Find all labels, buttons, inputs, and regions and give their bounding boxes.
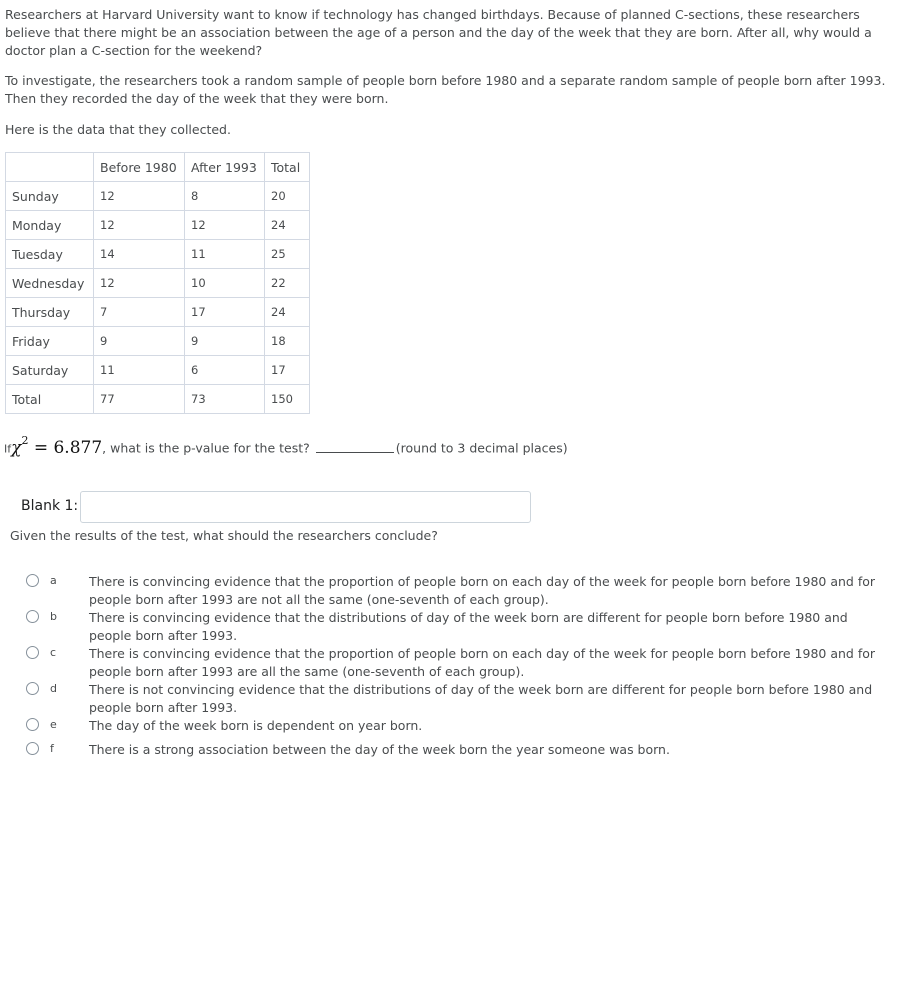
table-total-row xyxy=(6,385,310,414)
table-cell: 17 xyxy=(265,356,310,385)
table-cell: 14 xyxy=(94,240,185,269)
table-cell: 18 xyxy=(265,327,310,356)
table-row xyxy=(6,269,310,298)
data-table xyxy=(5,152,310,414)
intro-paragraph-3: Here is the data that they collected. xyxy=(5,122,231,137)
answer-blank-line xyxy=(316,439,394,453)
table-cell: 7 xyxy=(94,298,185,327)
table-cell: 12 xyxy=(94,269,185,298)
table-cell: 9 xyxy=(94,327,185,356)
rounding-hint: (round to 3 decimal places) xyxy=(395,440,568,456)
table-corner-cell xyxy=(6,153,94,182)
option-letter: c xyxy=(50,646,57,659)
table-cell: 11 xyxy=(94,356,185,385)
table-row xyxy=(6,240,310,269)
row-label: Thursday xyxy=(6,298,94,327)
row-label: Total xyxy=(6,385,94,414)
table-cell: 6 xyxy=(185,356,265,385)
radio-e[interactable] xyxy=(26,718,39,731)
blank-1-label: Blank 1: xyxy=(21,498,79,514)
table-cell: 17 xyxy=(185,298,265,327)
option-letter: e xyxy=(50,718,57,731)
question-line xyxy=(4,436,568,458)
table-row xyxy=(6,356,310,385)
radio-c[interactable] xyxy=(26,646,39,659)
table-cell: 10 xyxy=(185,269,265,298)
row-label: Saturday xyxy=(6,356,94,385)
intro-paragraph-1: Researchers at Harvard University want to know if technology has changed birthdays. Because of planned C-sections, these researchers believe that there might be an association between the age of a person and the day of the week that they are born. After all, why would a doctor plan a C-section for the weekend? xyxy=(5,7,872,58)
option-text: There is a strong association between the day of the week born the year someone was born. xyxy=(89,742,670,757)
option-text: The day of the week born is dependent on year born. xyxy=(89,718,423,733)
table-cell: 12 xyxy=(94,211,185,240)
row-label: Wednesday xyxy=(6,269,94,298)
table-cell: 20 xyxy=(265,182,310,211)
table-row xyxy=(6,327,310,356)
table-cell: 73 xyxy=(185,385,265,414)
chi-power: 2 xyxy=(21,434,29,447)
radio-d[interactable] xyxy=(26,682,39,695)
table-header-row xyxy=(6,153,310,182)
option-letter: d xyxy=(50,682,57,695)
table-cell: 77 xyxy=(94,385,185,414)
chi-square-formula xyxy=(11,434,103,458)
radio-f[interactable] xyxy=(26,742,39,755)
radio-b[interactable] xyxy=(26,610,39,623)
conclusion-prompt: Given the results of the test, what should the researchers conclude? xyxy=(10,528,438,543)
row-label: Friday xyxy=(6,327,94,356)
option-letter: a xyxy=(50,574,57,587)
table-cell: 24 xyxy=(265,298,310,327)
row-label: Monday xyxy=(6,211,94,240)
option-text: There is not convincing evidence that the distributions of day of the week born are different for people born before 1980 and people born after 1993. xyxy=(89,682,873,715)
option-text: There is convincing evidence that the proportion of people born on each day of the week for people born before 1980 and for people born after 1993 are not all the same (one-seventh of each group). xyxy=(89,574,876,607)
radio-a[interactable] xyxy=(26,574,39,587)
option-text: There is convincing evidence that the distributions of day of the week born are different for people born before 1980 and people born after 1993. xyxy=(89,610,848,643)
table-header: Total xyxy=(265,153,310,182)
chi-symbol: χ xyxy=(11,437,22,458)
option-letter: f xyxy=(50,742,54,755)
table-row xyxy=(6,211,310,240)
table-row xyxy=(6,298,310,327)
row-label: Sunday xyxy=(6,182,94,211)
table-cell: 25 xyxy=(265,240,310,269)
table-cell: 150 xyxy=(265,385,310,414)
table-cell: 11 xyxy=(185,240,265,269)
option-text: There is convincing evidence that the proportion of people born on each day of the week for people born before 1980 and for people born after 1993 are all the same (one-seventh of each group). xyxy=(89,646,876,679)
table-cell: 22 xyxy=(265,269,310,298)
option-letter: b xyxy=(50,610,57,623)
table-row xyxy=(6,182,310,211)
table-cell: 24 xyxy=(265,211,310,240)
if-text: If xyxy=(4,442,12,456)
blank-1-input[interactable] xyxy=(80,491,531,523)
chi-value: = 6.877 xyxy=(33,437,103,458)
table-header: Before 1980 xyxy=(94,153,185,182)
table-cell: 12 xyxy=(185,211,265,240)
question-text: , what is the p-value for the test? xyxy=(102,440,310,456)
table-cell: 8 xyxy=(185,182,265,211)
table-cell: 12 xyxy=(94,182,185,211)
row-label: Tuesday xyxy=(6,240,94,269)
intro-paragraph-2: To investigate, the researchers took a random sample of people born before 1980 and a separate random sample of people born after 1993. Then they recorded the day of the week that they were born. xyxy=(5,73,886,106)
table-header: After 1993 xyxy=(185,153,265,182)
table-cell: 9 xyxy=(185,327,265,356)
